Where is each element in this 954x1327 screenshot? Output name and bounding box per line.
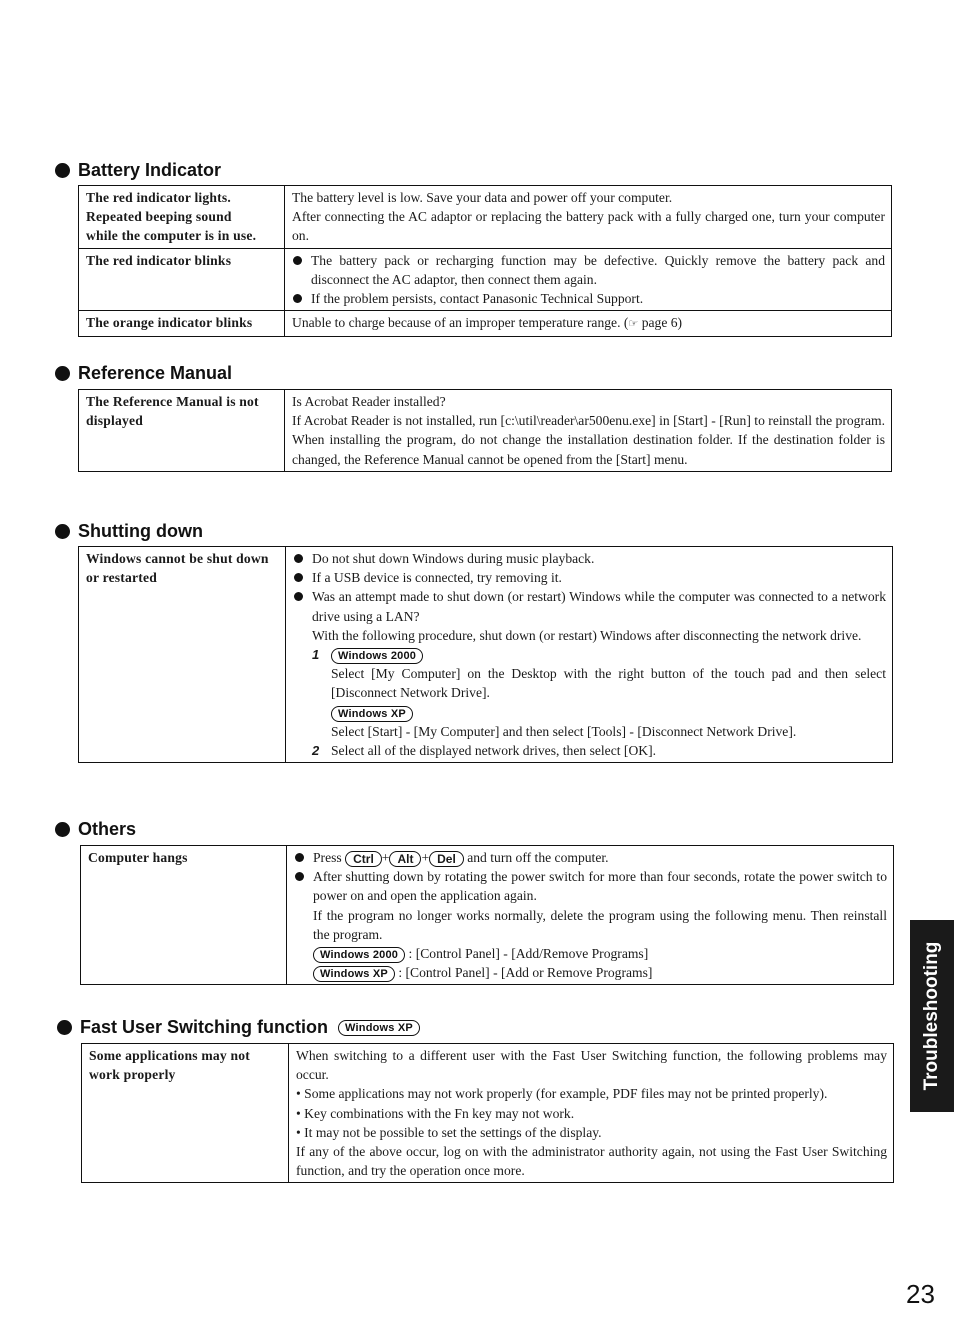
desc-line: After connecting the AC adaptor or replacing the battery pack with a fully charged one, turn your computer on. — [292, 209, 885, 244]
list-item — [292, 289, 885, 308]
menu-path-xp — [294, 963, 887, 982]
bullet-continuation: If the program no longer works normally, delete the program using the following menu. Then reinstall the program. — [313, 907, 887, 942]
press-text: Press — [313, 850, 342, 865]
windows-xp-badge-icon: Windows XP — [313, 966, 395, 982]
bullet-text — [313, 848, 887, 867]
battery-row2-label: The red indicator blinks — [79, 248, 285, 311]
step-1 — [293, 645, 886, 664]
table-row — [79, 311, 892, 337]
page-reference-icon: ☞ — [628, 318, 639, 331]
others-desc — [287, 846, 894, 985]
step-text: Select all of the displayed network drives, then select [OK]. — [331, 743, 657, 759]
desc-line: When switching to a different user with the Fast User Switching function, the following problems may occur. — [296, 1048, 887, 1083]
bullet-continuation: With the following procedure, shut down (or restart) Windows after disconnecting the network drive. — [312, 627, 862, 643]
bullet-text: If the problem persists, contact Panasonic Technical Support. — [311, 291, 644, 307]
bullet-text: Was an attempt made to shut down (or restart) Windows while the computer was connected to a network drive using a LAN? — [312, 589, 886, 624]
step-text: Select [My Computer] on the Desktop with the right button of the touch pad and then select [Disconnect Network Drive]. — [331, 666, 886, 701]
table-row — [82, 1044, 894, 1183]
windows-2000-badge-icon: Windows 2000 — [331, 648, 423, 664]
menu-path-text: : [Control Panel] - [Add/Remove Programs] — [408, 946, 649, 962]
step-text: Select [Start] - [My Computer] and then select [Tools] - [Disconnect Network Drive]. — [331, 723, 797, 739]
list-item — [294, 867, 887, 905]
bullet-icon — [55, 822, 70, 837]
shutting-desc — [286, 547, 893, 763]
bullet-icon — [293, 294, 302, 303]
bullet-text-tail: and turn off the computer. — [467, 850, 609, 865]
desc-line: If Acrobat Reader is not installed, run [c:\util\reader\ar500enu.exe] in [Start] - [Run] to reinstall the program. When installing the program, do not change the installation destination folder. If the destination folder is changed, the Reference Manual cannot be opened from the [Start] menu. — [292, 413, 885, 467]
section-title-others — [55, 819, 136, 840]
section-title-reference — [55, 363, 232, 384]
bullet-icon — [55, 524, 70, 539]
label-line: while the computer is in use. — [86, 228, 257, 244]
alt-key-icon: Alt — [389, 851, 421, 867]
section-title-shutting — [55, 521, 203, 542]
plus-text: + — [381, 850, 390, 865]
fast-user-table — [81, 1043, 894, 1183]
battery-row1-desc — [285, 186, 892, 249]
reference-table — [78, 389, 892, 472]
bullet-text: If a USB device is connected, try removing it. — [312, 570, 562, 586]
battery-row2-desc — [285, 248, 892, 311]
others-title-text: Others — [78, 819, 137, 839]
del-key-icon: Del — [429, 851, 464, 867]
bullet-icon — [55, 366, 70, 381]
list-item — [293, 568, 886, 587]
bullet-icon — [295, 853, 304, 862]
bullet-icon — [295, 872, 304, 881]
page-number: 23 — [906, 1279, 935, 1309]
section-title-battery — [55, 160, 221, 181]
section-title-fast-user — [57, 1017, 420, 1038]
desc-line: If any of the above occur, log on with the administrator authority again, not using the Fast User Switching function, and try the operation once more. — [296, 1144, 887, 1179]
list-item: • Some applications may not work properly (for example, PDF files may not be printed properly). — [296, 1086, 828, 1102]
label-line: The red indicator lights. — [86, 190, 231, 205]
list-item — [292, 251, 885, 289]
bullet-icon — [294, 554, 303, 563]
bullet-icon — [294, 573, 303, 582]
reference-label: The Reference Manual is not displayed — [79, 390, 285, 472]
label-line: Repeated beeping sound — [86, 209, 232, 225]
bullet-text: Do not shut down Windows during music playback. — [312, 551, 595, 566]
step-content — [331, 645, 886, 664]
list-item: • Key combinations with the Fn key may not work. — [296, 1105, 575, 1121]
fast-user-desc — [289, 1044, 894, 1183]
bullet-icon — [293, 256, 302, 265]
menu-path-2000 — [294, 944, 887, 963]
menu-path-text: : [Control Panel] - [Add or Remove Programs] — [398, 965, 653, 981]
battery-row1-label — [79, 186, 285, 249]
table-row — [79, 390, 892, 472]
battery-row3-label: The orange indicator blinks — [79, 311, 285, 337]
step-badge-row — [293, 703, 886, 722]
step-number: 1 — [312, 647, 320, 663]
troubleshooting-side-tab — [910, 920, 954, 1112]
side-tab-label: Troubleshooting — [921, 941, 942, 1091]
step-number: 2 — [312, 743, 320, 759]
others-label: Computer hangs — [81, 846, 287, 985]
shutting-table — [78, 546, 893, 763]
battery-row3-desc — [285, 311, 892, 337]
windows-2000-badge-icon: Windows 2000 — [313, 947, 405, 963]
table-row — [79, 248, 892, 311]
bullet-text: After shutting down by rotating the power switch for more than four seconds, rotate the power switch to power on and open the application again. — [313, 869, 887, 904]
desc-line: The battery level is low. Save your data and power off your computer. — [292, 190, 673, 205]
fast-user-label: Some applications may not work properly — [82, 1044, 289, 1183]
table-row — [79, 547, 893, 763]
list-item — [294, 848, 887, 867]
shutting-label: Windows cannot be shut down or restarted — [79, 547, 286, 763]
list-item — [293, 549, 886, 568]
bullet-text: The battery pack or recharging function may be defective. Quickly remove the battery pack and disconnect the AC adaptor, then connect them again. — [311, 252, 885, 287]
battery-table — [78, 185, 892, 337]
shutting-title-text: Shutting down — [78, 521, 203, 541]
battery-title-text: Battery Indicator — [78, 160, 222, 180]
windows-xp-badge-icon: Windows XP — [338, 1020, 420, 1036]
plus-text: + — [421, 850, 430, 865]
bullet-icon — [294, 592, 303, 601]
table-row — [81, 846, 894, 985]
bullet-icon — [57, 1020, 72, 1035]
table-row — [79, 186, 892, 249]
desc-text: Unable to charge because of an improper temperature range. ( — [292, 315, 629, 331]
desc-text: page 6) — [638, 315, 683, 331]
desc-line: Is Acrobat Reader installed? — [292, 394, 446, 409]
ctrl-key-icon: Ctrl — [345, 851, 382, 867]
fast-title-text: Fast User Switching function — [80, 1017, 329, 1037]
others-table — [80, 845, 894, 985]
list-item — [293, 587, 886, 625]
step-2 — [293, 741, 886, 760]
bullet-icon — [55, 163, 70, 178]
windows-xp-badge-icon: Windows XP — [331, 706, 413, 722]
reference-desc — [285, 390, 892, 472]
reference-title-text: Reference Manual — [78, 363, 233, 383]
list-item: • It may not be possible to set the settings of the display. — [296, 1124, 602, 1140]
